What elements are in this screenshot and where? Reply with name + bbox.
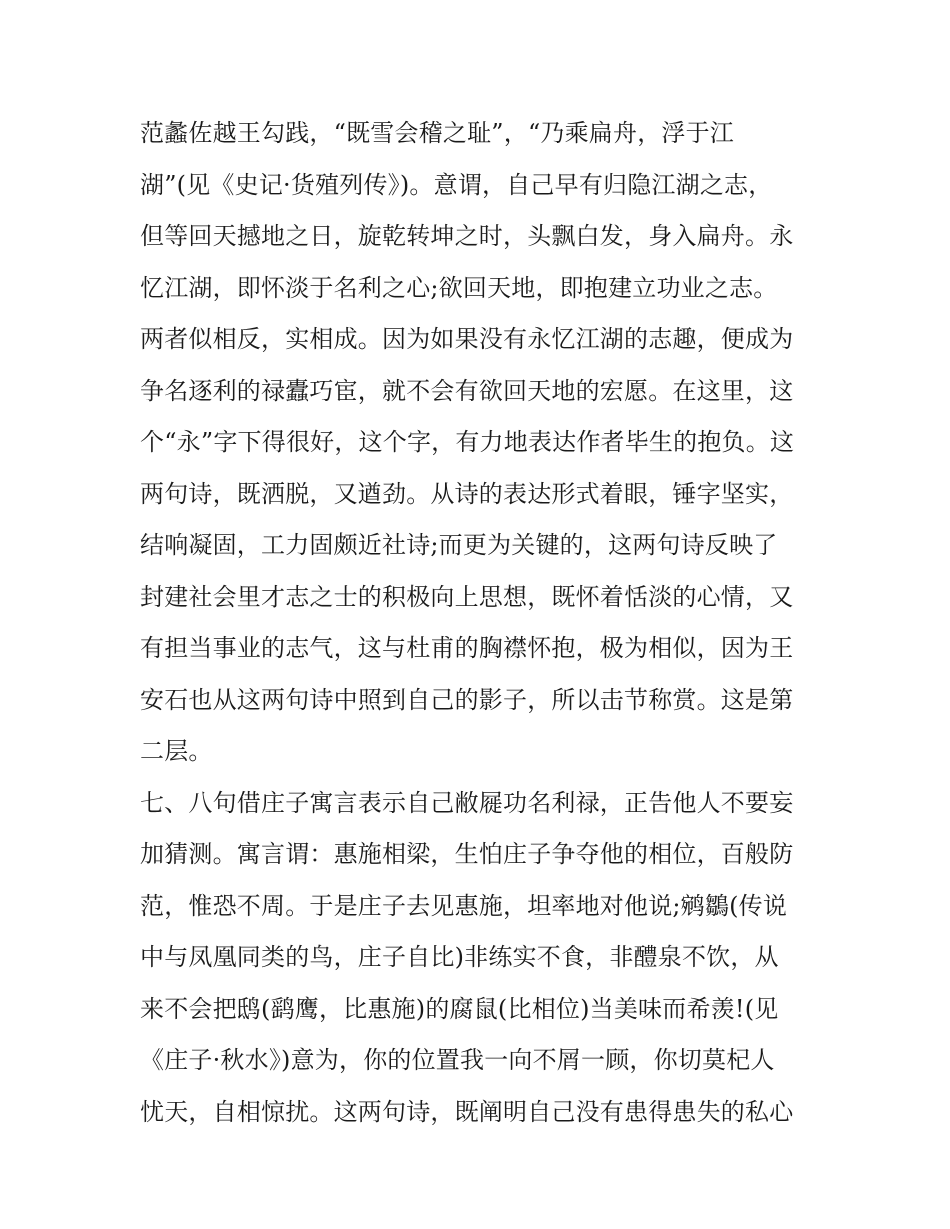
text-line-18: 来不会把鸱(鹞鹰，比惠施)的腐鼠(比相位)当美味而希羡!(见 — [140, 994, 779, 1023]
text-line-4: 忆江湖，即怀淡于名利之心;欲回天地，即抱建立功业之志。 — [140, 273, 778, 302]
text-line-8: 两句诗，既洒脱，又遒劲。从诗的表达形式着眼，锤字坚实， — [140, 479, 794, 508]
text-line-7: 个“永”字下得很好，这个字，有力地表达作者毕生的抱负。这 — [140, 428, 795, 456]
text-line-17: 中与凤凰同类的鸟，庄子自比)非练实不食，非醴泉不饮，从 — [140, 943, 779, 971]
text-line-20: 忧天，自相惊扰。这两句诗，既阐明自己没有患得患失的私心 — [140, 1097, 794, 1126]
body-text — [140, 108, 820, 1138]
text-line-13: 二层。 — [140, 737, 213, 765]
text-line-5: 两者似相反，实相成。因为如果没有永忆江湖的志趣，便成为 — [140, 325, 794, 353]
text-line-1: 范蠡佐越王勾践，“既雪会稽之耻”，“乃乘扁舟，浮于江 — [140, 119, 735, 147]
text-line-12: 安石也从这两句诗中照到自己的影子，所以击节称赏。这是第 — [140, 685, 794, 714]
text-line-19: 《庄子·秋水》)意为，你的位置我一向不屑一顾，你切莫杞人 — [140, 1046, 775, 1074]
text-line-6: 争名逐利的禄蠹巧宦，就不会有欲回天地的宏愿。在这里，这 — [140, 376, 794, 405]
text-line-3: 但等回天撼地之日，旋乾转坤之时，头飘白发，身入扁舟。永 — [140, 222, 794, 250]
text-line-11: 有担当事业的志气，这与杜甫的胸襟怀抱，极为相似，因为王 — [140, 634, 794, 662]
text-line-14: 七、八句借庄子寓言表示自己敝屣功名利禄，正告他人不要妄 — [140, 788, 794, 817]
text-line-15: 加猜测。寓言谓：惠施相梁，生怕庄子争夺他的相位，百般防 — [140, 840, 794, 868]
text-line-16: 范，惟恐不周。于是庄子去见惠施，坦率地对他说;鹓鶵(传说 — [140, 891, 788, 920]
text-line-9: 结响凝固，工力固颇近社诗;而更为关键的，这两句诗反映了 — [140, 531, 778, 559]
text-line-2: 湖”(见《史记·货殖列传》)。意谓，自己早有归隐江湖之志， — [140, 170, 773, 199]
text-line-10: 封建社会里才志之士的积极向上思想，既怀着恬淡的心情，又 — [140, 582, 794, 611]
